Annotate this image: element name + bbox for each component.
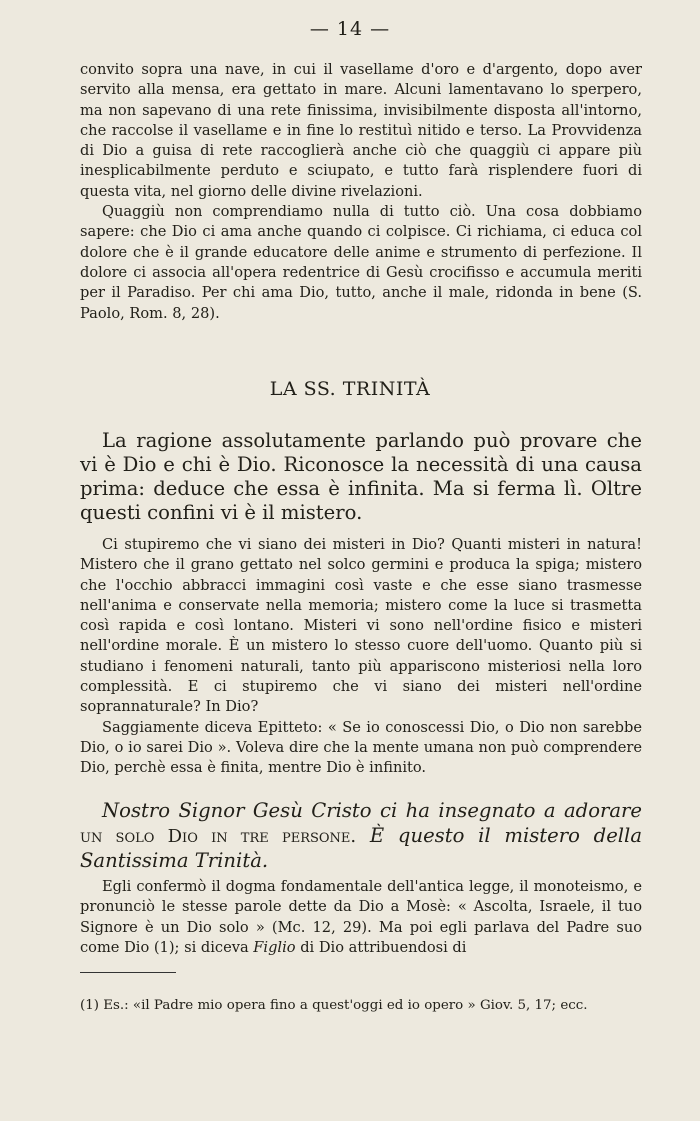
footnote: (1) Es.: «il Padre mio opera fino a quest'oggi ed io opero » Giov. 5, 17; ecc. xyxy=(80,998,588,1013)
lead-block xyxy=(80,429,642,525)
continued-paragraph-block xyxy=(80,60,642,324)
lead-paragraph: La ragione assolutamente parlando può provare che vi è Dio e chi è Dio. Riconosce la necessità di una causa prima: deduce che essa è infinita. Ma si ferma lì. Oltre questi confini vi è il mistero. xyxy=(80,429,642,524)
trinity-statement-block xyxy=(80,799,642,874)
monotheism-text-after: di Dio attribuendosi di xyxy=(295,938,467,956)
paragraph-providence: convito sopra una nave, in cui il vasellame d'oro e d'argento, dopo aver servito alla mensa, era gettato in mare. Alcuni lamentavano lo sperpero, ma non sapevano di una rete finissima, invisibilmente disposta all'intorno, che raccolse il vasellame e in fine lo restituì nitido e terso. La Provvidenza di Dio a guisa di rete raccoglierà anche ciò che quaggiù ci appare più inesplicabilmente perduto e sciupato, e tutto farà risplendere fuori di questa vita, nel giorno delle divine rivelazioni. xyxy=(80,61,642,200)
trinity-statement-caps: un solo Dio in tre persone. xyxy=(80,825,357,847)
page-number: — 14 — xyxy=(309,18,391,40)
paragraph-mysteries: Ci stupiremo che vi siano dei misteri in Dio? Quanti misteri in natura! Mistero che il grano gettato nel solco germini e produca la spiga; mistero che l'occhio abbracci immagini così vaste e che esse siano trasmesse nell'anima e conservate nella memoria; mistero come la luce si trasmetta così rapida e così lontano. Misteri vi sono nell'ordine fisico e misteri nell'ordine morale. È un mistero lo stesso cuore dell'uomo. Quanto più si studiano i fenomeni naturali, tanto più appariscono misteriosi nella loro complessità. E ci stupiremo che vi siano dei misteri nell'ordine soprannaturale? In Dio? xyxy=(80,536,642,716)
mysteries-block xyxy=(80,535,642,779)
monotheism-text-italic: Figlio xyxy=(253,938,296,956)
paragraph-epictetus: Saggiamente diceva Epitteto: « Se io conoscessi Dio, o Dio non sarebbe Dio, o io sarei Dio ». Voleva dire che la mente umana non può comprendere Dio, perchè essa è finita, mentre Dio è infinito. xyxy=(80,718,642,777)
paragraph-monotheism xyxy=(80,877,642,958)
trinity-statement xyxy=(80,799,642,874)
footnote-rule xyxy=(80,972,176,973)
trinity-statement-italic-1: Nostro Signor Gesù Cristo ci ha insegnato a adorare xyxy=(102,799,642,822)
trinity-statement-italic-2: È questo il mistero della Santissima Trinità. xyxy=(80,823,643,872)
monotheism-block xyxy=(80,877,642,958)
monotheism-text-before: Egli confermò il dogma fondamentale dell'antica legge, il monoteismo, e pronunciò le stesse parole dette da Dio a Mosè: « Ascolta, Israele, il tuo Signore è un Dio solo » (Mc. 12, 29). Ma poi egli parlava del Padre suo come Dio (1); si diceva xyxy=(80,878,642,956)
paragraph-suffering: Quaggiù non comprendiamo nulla di tutto ciò. Una cosa dobbiamo sapere: che Dio ci ama anche quando ci colpisce. Ci richiama, ci educa col dolore che è il grande educatore delle anime e strumento di perfezione. Il dolore ci associa all'opera redentrice di Gesù crocifisso e accumula meriti per il Paradiso. Per chi ama Dio, tutto, anche il male, ridonda in bene (S. Paolo, Rom. 8, 28). xyxy=(80,203,642,322)
section-title: LA SS. TRINITÀ xyxy=(269,378,431,400)
